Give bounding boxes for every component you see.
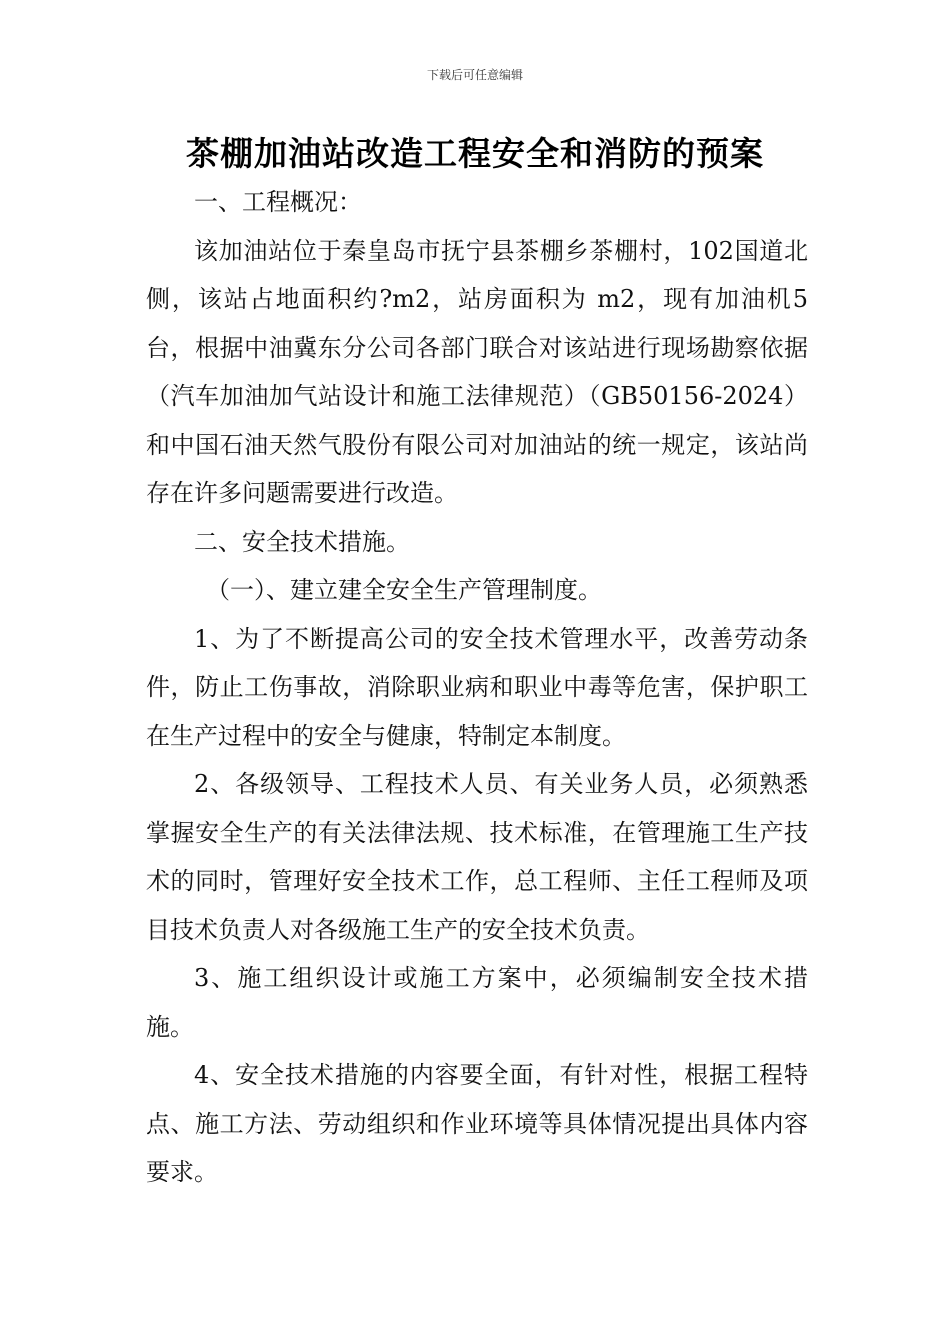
- subsection-heading-management-system: （一）、建立建全安全生产管理制度。: [206, 576, 602, 604]
- document-body: [146, 178, 808, 1197]
- document-title: 茶棚加油站改造工程安全和消防的预案: [186, 134, 764, 173]
- list-item-3: 3、施工组织设计或施工方案中，必须编制安全技术措施。: [146, 964, 808, 1041]
- list-item-2: 2、各级领导、工程技术人员、有关业务人员，必须熟悉掌握安全生产的有关法律法规、技术标准，在管理施工生产技术的同时，管理好安全技术工作，总工程师、主任工程师及项目技术负责人对各级施工生产的安全技术负责。: [146, 770, 808, 944]
- header-note: 下载后可任意编辑: [426, 68, 523, 82]
- section-heading-overview: 一、工程概况：: [194, 188, 362, 216]
- paragraph-overview: 该加油站位于秦皇岛市抚宁县茶棚乡茶棚村，102国道北侧，该站占地面积约?m2，站房面积为 m2，现有加油机5台，根据中油冀东分公司各部门联合对该站进行现场勘察依据（汽车加油加气站设计和施工法律规范）（GB50156-2024）和中国石油天然气股份有限公司对加油站的统一规定，该站尚存在许多问题需要进行改造。: [146, 236, 808, 507]
- list-item-1: 1、为了不断提高公司的安全技术管理水平，改善劳动条件，防止工伤事故，消除职业病和职业中毒等危害，保护职工在生产过程中的安全与健康，特制定本制度。: [146, 624, 808, 750]
- section-heading-safety-measures: 二、安全技术措施。: [194, 527, 410, 556]
- list-item-4: 4、安全技术措施的内容要全面，有针对性，根据工程特点、施工方法、劳动组织和作业环境等具体情况提出具体内容要求。: [146, 1061, 808, 1186]
